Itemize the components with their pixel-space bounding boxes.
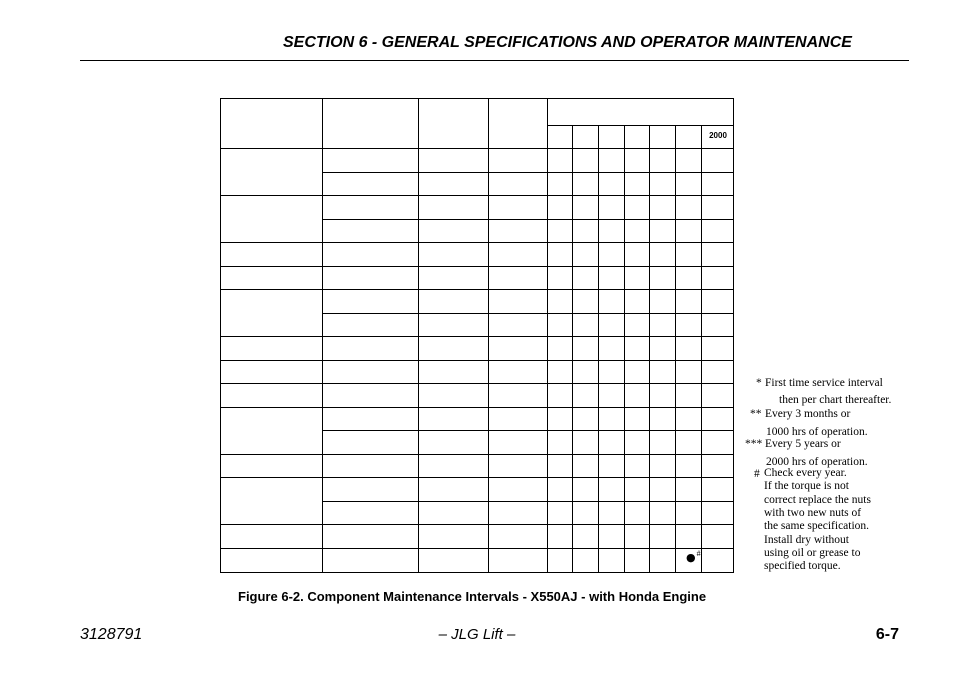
footer-title: – JLG Lift – [438,626,516,643]
note-4-line-3: correct replace the nuts [764,494,871,506]
note-3-line-1: Every 5 years or [765,438,841,450]
note-4-line-4: with two new nuts of [764,507,862,519]
note-2-marker: ** [750,408,762,420]
mark-superscript: # [696,549,701,558]
note-4-line-1: Check every year. [764,467,847,479]
note-3-marker: *** [745,438,763,450]
note-4-marker: # [754,468,760,480]
note-3-line-2: 2000 hrs of operation. [766,456,868,468]
note-4-line-2: If the torque is not [764,480,849,492]
page-number: 6-7 [875,626,899,643]
doc-number: 3128791 [80,626,143,643]
note-2-line-1: Every 3 months or [765,408,851,420]
check-mark-cell [686,549,701,564]
section-header: SECTION 6 - GENERAL SPECIFICATIONS AND OPERATOR MAINTENANCE [283,34,852,51]
note-4-line-5: the same specification. [764,520,870,532]
note-1-line-2: then per chart thereafter. [779,394,892,406]
note-1-line-1: First time service interval [765,377,883,389]
note-4-line-7: using oil or grease to [764,547,861,559]
interval-header-2000: 2000 [709,131,727,140]
figure-caption: Figure 6-2. Component Maintenance Intervals - X550AJ - with Honda Engine [238,589,707,604]
note-2-line-2: 1000 hrs of operation. [766,426,868,438]
note-4-line-8: specified torque. [764,560,841,572]
bullet-icon: ● [686,551,696,564]
note-1-marker: * [756,377,762,389]
note-4-line-6: Install dry without [764,534,849,546]
